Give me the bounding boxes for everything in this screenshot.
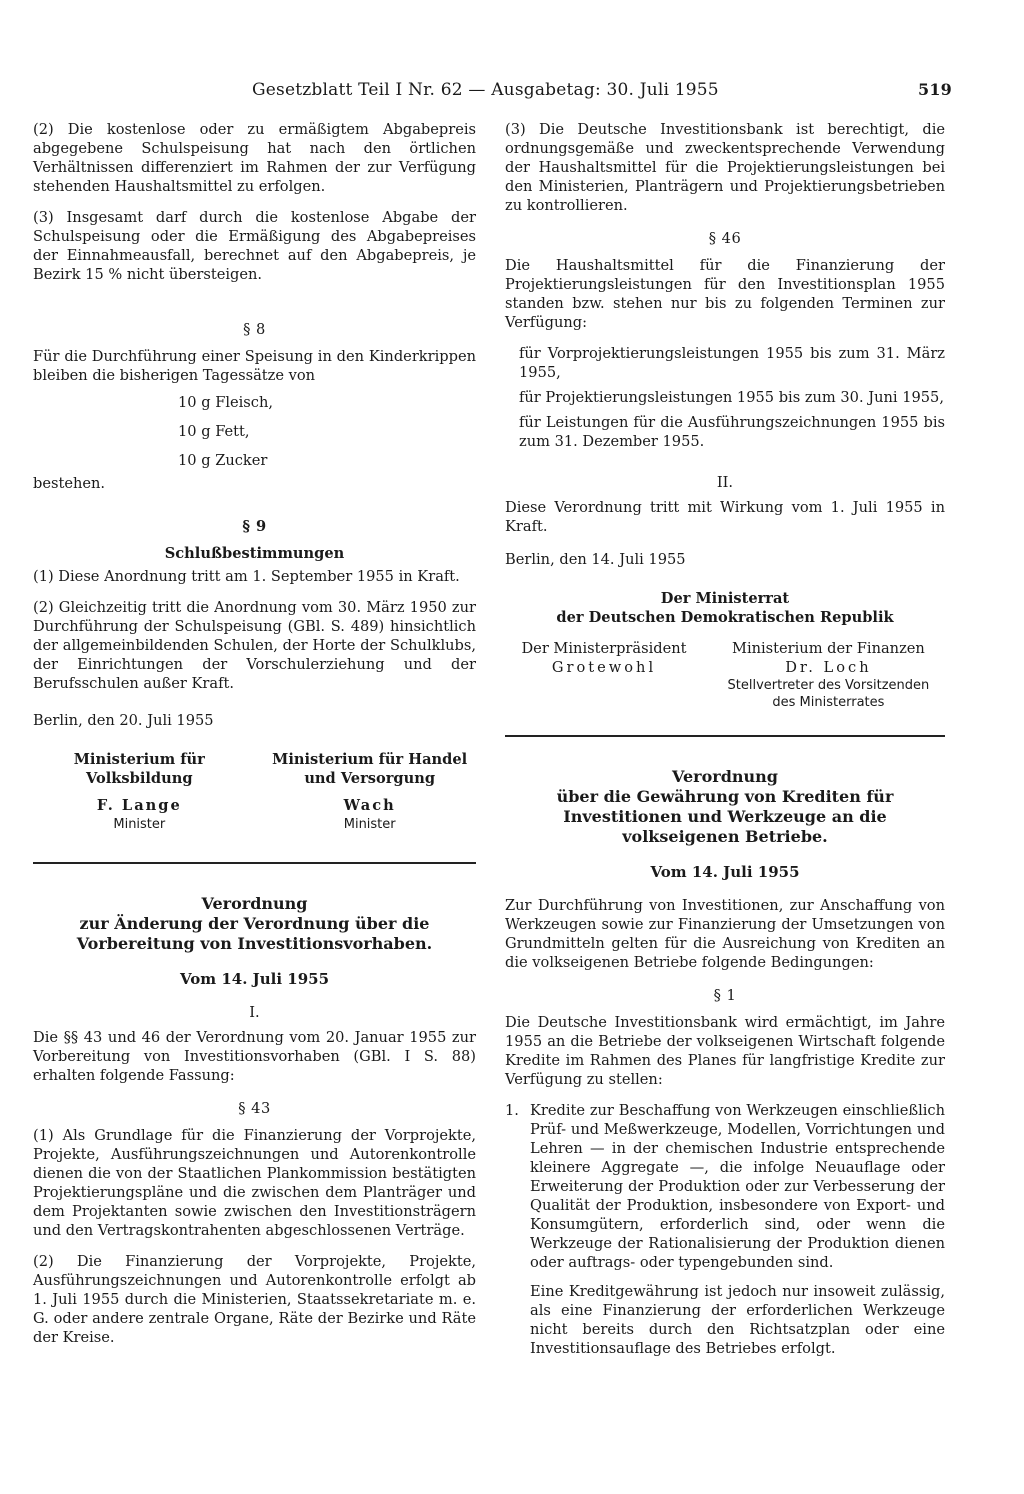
deadline-item: für Leistungen für die Ausführungszeichnungen 1955 bis zum 31. Dezember 1955. bbox=[519, 414, 945, 450]
divider bbox=[505, 735, 945, 737]
signature-role: Minister bbox=[113, 817, 166, 832]
left-column bbox=[33, 120, 476, 1359]
ordinance-title: Verordnung bbox=[201, 894, 308, 913]
deadline-item: für Projektierungsleistungen 1955 bis zum 30. Juni 1955, bbox=[519, 389, 944, 406]
paragraph: (2) Gleichzeitig tritt die Anordnung vom 30. März 1950 zur Durchführung der Schulspeisung (GBl. S. 489) hinsichtlich der allgemeinbildenden Schulen, der Horte der Schulklubs, der Einrichtungen der Vorschulerziehung und der Berufsschulen außer Kraft. bbox=[33, 599, 476, 692]
signature-block bbox=[33, 750, 476, 834]
ordinance-subtitle: zur Änderung der Verordnung über die Vorbereitung von Investitionsvorhaben. bbox=[76, 914, 433, 953]
paragraph: Eine Kreditgewährung ist jedoch nur insoweit zulässig, als eine Finanzierung der erforderlichen Werkzeuge nicht bereits durch den Richtsatzplan oder eine Investitionsauflage des Betriebes erfolgt. bbox=[530, 1283, 945, 1357]
signature-role: Stellvertreter des Vorsitzenden bbox=[727, 678, 930, 693]
signature-org: Ministerium für Volksbildung bbox=[73, 751, 205, 787]
paragraph: Die Deutsche Investitionsbank wird ermächtigt, im Jahre 1955 an die Betriebe der volkseigenen Wirtschaft folgende Kredite im Rahmen des Planes für langfristige Kredite zur Verfügung zu stellen: bbox=[505, 1014, 945, 1088]
page-number: 519 bbox=[918, 80, 952, 99]
deadline-list bbox=[519, 344, 945, 451]
signature-title: Der Ministerpräsident bbox=[521, 640, 687, 657]
signature-name: F. Lange bbox=[96, 797, 182, 814]
food-item: 10 g Fleisch, bbox=[178, 394, 273, 411]
signature-role: des Ministerrates bbox=[772, 695, 885, 710]
paragraph: (3) Die Deutsche Investitionsbank ist berechtigt, die ordnungsgemäße und zweckentsprechende Verwendung der Haushaltsmittel für die Projektierungsleistungen bei den Ministerien, Planträgern und Projektierungsbetrieben zu kontrollieren. bbox=[505, 121, 945, 214]
paragraph: Zur Durchführung von Investitionen, zur Anschaffung von Werkzeugen sowie zur Finanzierung der Umsetzungen von Grundmitteln gelten für die Ausreichung von Krediten an die volkseigenen Betriebe folgende Bedingungen: bbox=[505, 897, 945, 971]
paragraph: Für die Durchführung einer Speisung in den Kinderkrippen bleiben die bisherigen Tagessätze von bbox=[33, 348, 476, 384]
list-text: Kredite zur Beschaffung von Werkzeugen einschließlich Prüf- und Meßwerkzeuge, Modellen, Vorrichtungen und Lehren — in der chemischen Industrie entsprechende kleinere Aggregate —, die infolge Neuauflage oder Erweiterung der Produktion oder zur Verbesserung der Qualität der Produktion, insbesondere von Export- und Konsumgütern, erforderlich sind, oder wenn die Werkzeuge der Rationalisierung der Produktion dienen oder auftrags- oder typengebunden sind. bbox=[530, 1102, 945, 1271]
deadline-item: für Vorprojektierungsleistungen 1955 bis zum 31. März 1955, bbox=[519, 345, 945, 381]
section-heading: § 1 bbox=[713, 987, 737, 1004]
list-number: 1. bbox=[505, 1102, 519, 1119]
right-column bbox=[505, 120, 945, 1358]
signature bbox=[263, 750, 476, 834]
signature-block bbox=[505, 639, 945, 711]
section-heading: § 8 bbox=[243, 321, 266, 338]
list-item bbox=[505, 1101, 945, 1272]
roman-numeral: II. bbox=[716, 474, 734, 491]
food-item: 10 g Fett, bbox=[178, 423, 250, 440]
ordinance-subtitle: über die Gewährung von Krediten für Investitionen und Werkzeuge an die volkseigenen Betriebe. bbox=[556, 787, 894, 846]
paragraph: (1) Diese Anordnung tritt am 1. September 1955 in Kraft. bbox=[33, 568, 460, 585]
paragraph: (3) Insgesamt darf durch die kostenlose Abgabe der Schulspeisung oder die Ermäßigung des Abgabepreises der Einnahmeausfall, berechnet auf den Abgabepreis, je Bezirk 15 % nicht übersteigen. bbox=[33, 209, 476, 283]
signature-name: Grotewohl bbox=[551, 659, 657, 676]
ordinance-date: Vom 14. Juli 1955 bbox=[650, 863, 800, 881]
signature bbox=[712, 639, 945, 711]
paragraph: bestehen. bbox=[33, 475, 106, 492]
section-heading: § 43 bbox=[238, 1100, 271, 1117]
signature-title: Ministerium der Finanzen bbox=[732, 640, 925, 657]
ordinance-date: Vom 14. Juli 1955 bbox=[179, 970, 330, 988]
page-header bbox=[252, 80, 952, 104]
section-heading: § 46 bbox=[708, 230, 742, 247]
food-list bbox=[178, 393, 476, 470]
signature-name: Wach bbox=[343, 797, 396, 814]
section-title: Schlußbestimmungen bbox=[164, 545, 345, 562]
paragraph: (2) Die Finanzierung der Vorprojekte, Projekte, Ausführungszeichnungen und Autorenkontrolle erfolgt ab 1. Juli 1955 durch die Ministerien, Staatssekretariate m. e. G. oder andere zentrale Organe, Räte der Bezirke und Räte der Kreise. bbox=[33, 1253, 476, 1346]
signature-org: Ministerium für Handel und Versorgung bbox=[272, 751, 468, 787]
paragraph: (2) Die kostenlose oder zu ermäßigtem Abgabepreis abgegebene Schulspeisung hat nach den örtlichen Verhältnissen differenziert im Rahmen der zur Verfügung stehenden Haushaltsmittel zu erfolgen. bbox=[33, 121, 476, 195]
council-name: Der Ministerrat bbox=[660, 590, 790, 607]
signature-name: Dr. Loch bbox=[785, 659, 872, 676]
section-heading: § 9 bbox=[242, 518, 267, 535]
roman-numeral: I. bbox=[249, 1004, 260, 1021]
food-item: 10 g Zucker bbox=[178, 452, 268, 469]
council-name: der Deutschen Demokratischen Republik bbox=[556, 609, 894, 626]
paragraph: Die §§ 43 und 46 der Verordnung vom 20. Januar 1955 zur Vorbereitung von Investitionsvorhaben (GBl. I S. 88) erhalten folgende Fassung: bbox=[33, 1029, 476, 1084]
divider bbox=[33, 862, 476, 864]
place-date: Berlin, den 20. Juli 1955 bbox=[33, 712, 214, 729]
paragraph: (1) Als Grundlage für die Finanzierung der Vorprojekte, Projekte, Ausführungszeichnungen und Autorenkontrolle dienen die von der Staatlichen Plankommission bestätigten Projektierungspläne und die zwischen dem Planträger und dem Projektanten sowie zwischen den Investitionsträgern und den Vertragskontrahenten abgeschlossenen Verträge. bbox=[33, 1127, 476, 1239]
paragraph: Die Haushaltsmittel für die Finanzierung der Projektierungsleistungen für den Investitionsplan 1955 standen bzw. stehen nur bis zu folgenden Terminen zur Verfügung: bbox=[505, 257, 945, 331]
ordinance-title: Verordnung bbox=[672, 767, 778, 786]
paragraph: Diese Verordnung tritt mit Wirkung vom 1. Juli 1955 in Kraft. bbox=[505, 499, 945, 535]
signature bbox=[33, 750, 246, 834]
gazette-title: Gesetzblatt Teil I Nr. 62 — Ausgabetag: 30. Juli 1955 bbox=[252, 80, 719, 100]
place-date: Berlin, den 14. Juli 1955 bbox=[505, 551, 686, 568]
signature bbox=[505, 639, 703, 711]
signature-role: Minister bbox=[343, 817, 396, 832]
